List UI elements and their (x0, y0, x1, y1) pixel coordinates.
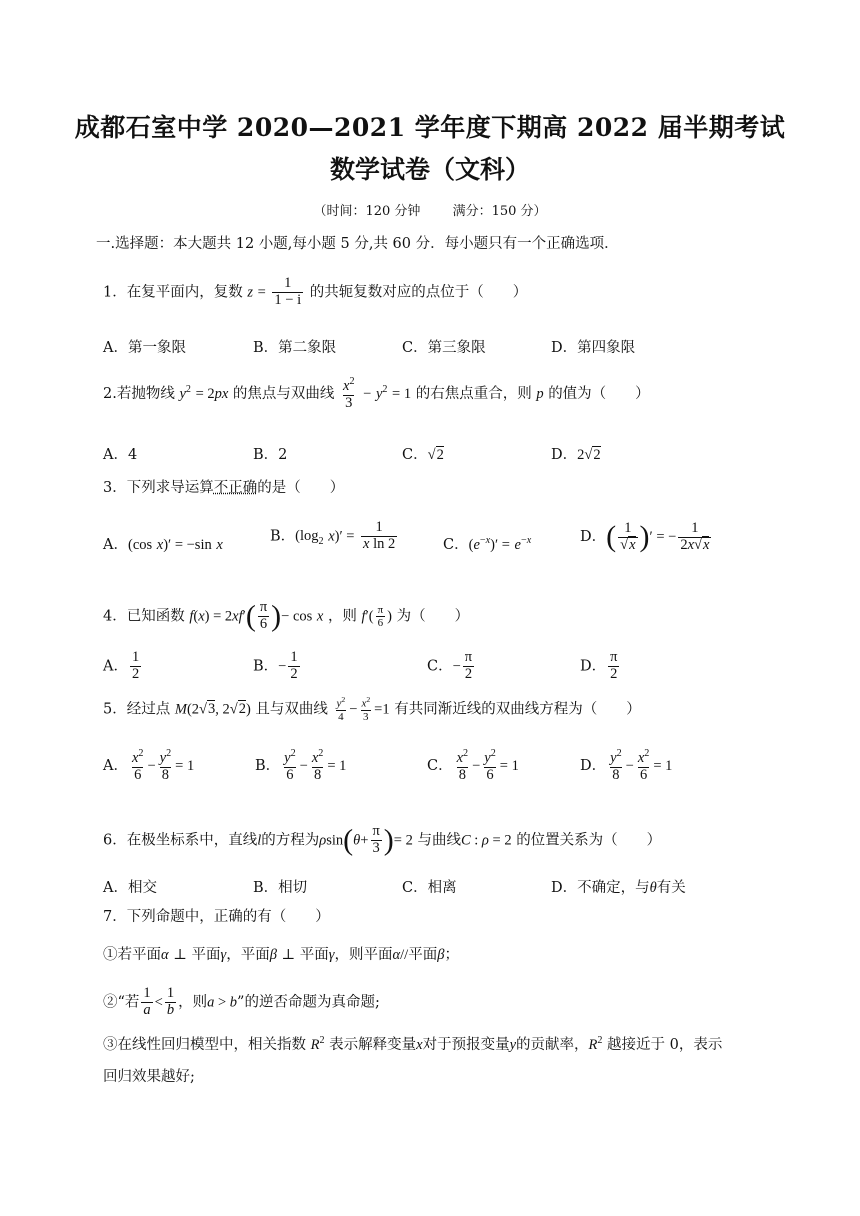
fraction: $\frac{x^2}{8}$ (456, 748, 469, 783)
option-label: A． (103, 537, 128, 553)
option-d: D． $\frac{y^2}{8}$ − $\frac{x^2}{6}$ = 1 (580, 748, 673, 783)
option-label: B． (253, 658, 279, 675)
option-a: A．相交 (103, 880, 157, 896)
question-text: 的位置关系为（ ） (516, 832, 662, 849)
option-c: C．第三象限 (402, 340, 486, 356)
option-a (103, 650, 143, 683)
fraction: $\frac{1}{2}$ (290, 649, 298, 682)
fraction: $\frac{\pi}{2}$ (464, 649, 473, 682)
fraction: $\frac{x^2}{6}$ (637, 748, 650, 783)
fraction: $\frac{y^2}{6}$ (284, 748, 296, 783)
option-b: B．− $\frac{1}{2}$ (253, 649, 298, 682)
fraction: $\frac{x^2}{3}$ (361, 695, 371, 723)
option-c: C． $\frac{x^2}{8}$ − $\frac{y^2}{6}$ = 1 (427, 748, 519, 783)
option-c: C．√2 (402, 447, 444, 463)
fraction: $\frac{1}{√x}$ (620, 519, 636, 553)
statement-text: 的贡献率， (516, 1036, 589, 1053)
statement-text: 平面 (191, 947, 221, 963)
fraction: $\frac{\pi}{6}$ (377, 603, 384, 629)
question-2: 2.若抛物线 $y^2 = 2px$ 的焦点与双曲线 $\frac{x^2}{3}$ − $y^2 = 1$ 的右焦点重合，则 p 的值为（ ） (103, 376, 650, 411)
question-text: 1．在复平面内，复数 (103, 284, 248, 301)
section-heading: 一.选择题：本大题共 12 小题,每小题 5 分,共 60 分．每小题只有一个正确选项． (96, 236, 619, 252)
option-label: A． (103, 757, 128, 774)
statement-2: ②“若 $\frac{1}{a}$ < $\frac{1}{b}$ ，则a > b”的逆否命题为真命题; (103, 985, 380, 1018)
fraction: $\frac{x^2}{8}$ (311, 748, 324, 783)
option-label: D． (580, 658, 607, 675)
question-3 (103, 481, 344, 496)
question-5: 5．经过点 M(2√3, 2√2) 且与双曲线 $\frac{y^2}{4}$ − $\frac{x^2}{3}$ =1 有共同渐近线的双曲线方程为（ ） (103, 695, 641, 723)
fraction: $\frac{1}{b}$ (166, 985, 175, 1018)
statement-text: 对于预报变量 (422, 1036, 510, 1053)
option-label: C． (427, 658, 453, 675)
question-4: 4．已知函数 f(x) = 2xf′( $\frac{\pi}{6}$ )− cos x ，则 f′( $\frac{\pi}{6}$ ) 为（ ） (103, 599, 470, 633)
statement-text: ，则平面 (334, 947, 393, 963)
option-label: D． (580, 757, 607, 774)
question-1: 1．在复平面内，复数 z = $\frac{1}{1 - i}$ 的共轭复数对应的点位于（ ） (103, 275, 528, 308)
option-label: 有关 (656, 880, 686, 896)
statement-1: ①若平面α ⊥ 平面γ，平面β ⊥ 平面γ，则平面α//平面β； (103, 947, 459, 963)
fraction: $\frac{1}{\text{x ln 2}}$ (363, 519, 396, 552)
fraction: $\frac{x^2}{6}$ (131, 748, 144, 783)
option-a: A．(cos x)′ = −sin x (103, 537, 223, 553)
option-label: D．不确定，与 (551, 880, 650, 896)
option-b: B．相切 (253, 880, 308, 896)
statement-text: 平面 (408, 947, 438, 963)
fraction: $\frac{\pi}{2}$ (610, 649, 618, 682)
option-d: D．第四象限 (551, 340, 636, 356)
fraction: $\frac{1}{2}$ (131, 649, 140, 682)
question-text: 3．下列求导运算 (103, 480, 214, 496)
option-label: C． (443, 537, 469, 553)
fraction: $\frac{y^2}{8}$ (159, 748, 172, 783)
question-text: 4．已知函数 (103, 608, 190, 625)
question-text: 的值为（ ） (548, 385, 650, 402)
question-text: 的焦点与双曲线 (232, 385, 335, 402)
fraction: $\frac{y^2}{4}$ (336, 695, 346, 723)
option-a: A．4 (103, 447, 138, 463)
question-text: 的右焦点重合，则 (415, 385, 537, 402)
question-text: 的是（ ） (257, 480, 345, 496)
question-text: 的共轭复数对应的点位于（ ） (309, 284, 528, 301)
statement-text: ①若平面 (103, 947, 161, 963)
option-label: B． (270, 528, 296, 545)
statement-text: ③在线性回归模型中，相关指数 (103, 1036, 311, 1053)
fraction: $\frac{y^2}{8}$ (610, 748, 622, 783)
option-c: C．相离 (402, 880, 457, 896)
option-b: B．第二象限 (253, 340, 337, 356)
question-text: 为（ ） (396, 608, 470, 625)
option-label: C． (427, 757, 453, 774)
statement-3-continued: 回归效果越好; (103, 1069, 195, 1085)
option-c: C．− $\frac{\pi}{2}$ (427, 649, 473, 682)
option-a: A． $\frac{x^2}{6}$ − $\frac{y^2}{8}$ = 1 (103, 748, 195, 783)
exam-title: 成都石室中学 2020—2021 学年度下期高 2022 届半期考试 (74, 113, 786, 142)
question-6: 6．在极坐标系中，直线l的方程为ρsin(θ+ $\frac{\pi}{3}$ )= 2 与曲线C : ρ = 2 的位置关系为（ ） (103, 823, 662, 857)
statement-text: 平面 (299, 947, 329, 963)
fraction: $\frac{1}{2x√x}$ (680, 519, 710, 553)
option-label: B． (255, 757, 281, 774)
option-d (580, 650, 621, 683)
question-text: 与曲线 (417, 832, 461, 849)
statement-text: ，则 (178, 994, 208, 1011)
emphasis-text: 不正确 (213, 480, 258, 496)
exam-subject-title: 数学试卷（文科） (329, 155, 530, 184)
statement-text: 表示解释变量 (329, 1036, 417, 1053)
fraction: $\frac{\pi}{6}$ (259, 599, 268, 632)
exam-time: （时间：120 分钟 (313, 204, 421, 219)
statement-text: ； (444, 947, 459, 963)
question-text: ，则 (327, 608, 362, 625)
option-label: A． (103, 658, 128, 675)
fraction: $\frac{x^2}{3}$ (343, 376, 355, 411)
option-b: B．($\log_2$ x)′ = $\frac{1}{\text{x ln 2}}$ (270, 519, 396, 552)
option-label: C． (402, 447, 428, 463)
fraction: $\frac{1}{1 - i}$ (274, 275, 302, 308)
fraction: $\frac{1}{a}$ (143, 985, 151, 1018)
statement-text: ②“若 (103, 994, 140, 1011)
option-b: B． $\frac{y^2}{6}$ − $\frac{x^2}{8}$ = 1 (255, 748, 347, 783)
statement-text: ，平面 (226, 947, 270, 963)
exam-score: 满分：150 分） (452, 204, 547, 219)
option-b: B．2 (253, 447, 288, 463)
option-d: D．不确定，与θ有关 (551, 880, 686, 896)
statement-3: ③在线性回归模型中，相关指数 $R^2$ 表示解释变量x对于预报变量y的贡献率，$R^2$ 越接近于 0，表示 (103, 1035, 723, 1053)
option-d: D．( $\frac{1}{√x}$ )′ = − $\frac{1}{2x√x}$ (580, 519, 710, 553)
question-7: 7．下列命题中，正确的有（ ） (103, 909, 330, 925)
option-label: D． (580, 529, 607, 545)
fraction: $\frac{\pi}{3}$ (372, 823, 380, 856)
question-text: 有共同渐近线的双曲线方程为（ ） (394, 701, 641, 718)
option-c: C．$(e^{-x})' = e^{-x}$ (443, 535, 532, 553)
fraction: $\frac{y^2}{6}$ (484, 748, 496, 783)
question-text: 5．经过点 (103, 701, 175, 718)
statement-text: ”的逆否命题为真命题; (237, 994, 380, 1011)
option-d: D．2√2 (551, 447, 601, 463)
question-text: 且与双曲线 (255, 701, 328, 718)
question-text: 的方程为 (261, 832, 320, 849)
question-text: 2.若抛物线 (103, 385, 180, 402)
option-label: D． (551, 447, 578, 463)
option-a: A．第一象限 (103, 340, 186, 356)
question-text: 6．在极坐标系中，直线 (103, 832, 258, 849)
statement-text: 越接近于 0，表示 (607, 1036, 723, 1053)
exam-info (0, 200, 860, 219)
